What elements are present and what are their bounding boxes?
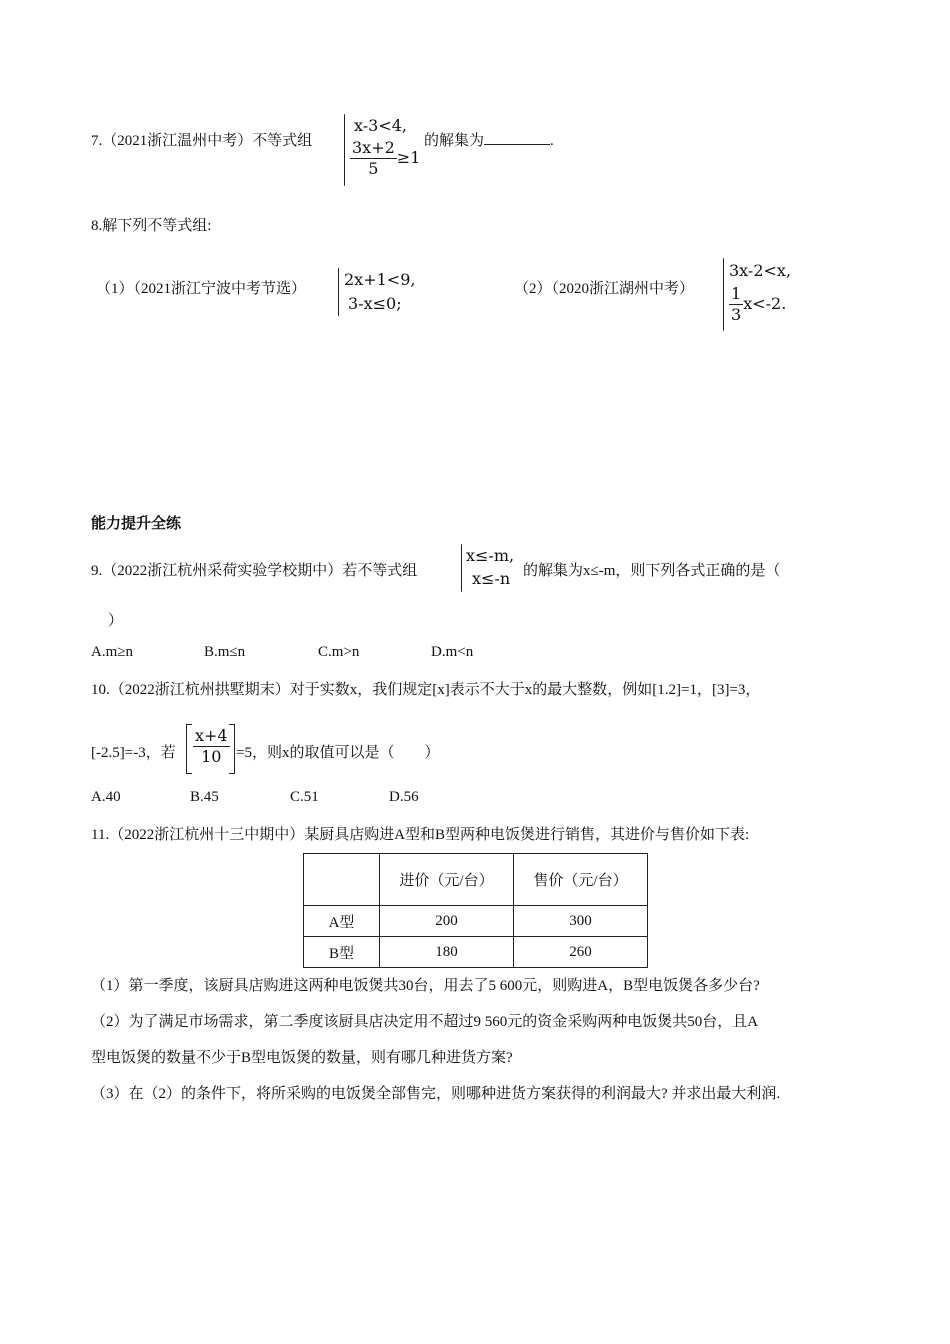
q10-numerator: x+4 [195, 726, 228, 745]
q9-label: 9.（2022浙江杭州采荷实验学校期中）若不等式组 [91, 563, 418, 579]
table-cell: A型 [304, 906, 380, 937]
q9-suffix: 的解集为x≤-m，则下列各式正确的是（ [523, 563, 781, 579]
q9-option-c[interactable]: C.m>n [318, 644, 360, 660]
table-header-cell: 售价（元/台） [514, 854, 648, 906]
q7-label: 7.（2021浙江温州中考）不等式组 [91, 133, 313, 149]
q10-denominator: 10 [193, 746, 230, 767]
table-header-cell [304, 854, 380, 906]
q8-part1-label: （1）（2021浙江宁波中考节选） [96, 281, 307, 297]
q7-end: . [550, 133, 554, 149]
q10-option-c[interactable]: C.51 [290, 789, 319, 805]
q8-title: 8.解下列不等式组: [91, 218, 212, 234]
q7-fraction [350, 138, 397, 179]
q7-suffix-text: 的解集为 [424, 133, 485, 149]
table-row [304, 906, 648, 937]
q8-part2-denominator: 3 [731, 305, 742, 324]
q10-line2-prefix: [-2.5]=-3，若 [91, 745, 176, 761]
q10-option-d[interactable]: D.56 [389, 789, 419, 805]
q10-line1: 10.（2022浙江杭州拱墅期末）对于实数x，我们规定[x]表示不大于x的最大整数，例如[1.2]=1，[3]=3， [91, 682, 761, 698]
q8-part2-numerator: 1 [731, 284, 742, 303]
q7-line1: x-3<4, [354, 116, 407, 135]
section-title: 能力提升全练 [91, 514, 182, 532]
table-cell: 200 [380, 906, 514, 937]
q11-part3: （3）在（2）的条件下，将所采购的电饭煲全部售完，则哪种进货方案获得的利润最大? 并求出最大利润. [91, 1086, 781, 1102]
table-cell: B型 [304, 937, 380, 968]
price-table [303, 853, 648, 968]
q8-part2-fraction [729, 284, 743, 325]
q11-intro: 11.（2022浙江杭州十三中期中）某厨具店购进A型和B型两种电饭煲进行销售，其进价与售价如下表: [91, 827, 750, 843]
table-row [304, 937, 648, 968]
q8-part1-line1: 2x+1<9, [344, 270, 416, 289]
q8-part1-line2: 3-x≤0; [348, 294, 402, 313]
q7-answer-blank[interactable] [484, 130, 550, 145]
table-cell: 300 [514, 906, 648, 937]
q10-floor-left-bracket [186, 724, 192, 774]
q8-part2-line2 [729, 284, 786, 325]
q10-option-b[interactable]: B.45 [190, 789, 219, 805]
q9-option-a[interactable]: A.m≥n [91, 644, 133, 660]
q8-part2-line1: 3x-2<x, [729, 261, 792, 280]
q7-denominator: 5 [350, 158, 397, 179]
q7-relation: ≥1 [396, 148, 421, 167]
q8-part1-brace [338, 268, 339, 316]
table-cell: 260 [514, 937, 648, 968]
q7-brace [344, 114, 345, 186]
q11-part2-line1: （2）为了满足市场需求，第二季度该厨具店决定用不超过9 560元的资金采购两种电饭煲共50台，且A [91, 1014, 759, 1030]
q9-option-b[interactable]: B.m≤n [204, 644, 246, 660]
q9-brace [461, 544, 462, 592]
table-header-cell: 进价（元/台） [380, 854, 514, 906]
q8-part2-rest: x<-2. [743, 294, 787, 313]
q8-part2-brace [723, 258, 724, 331]
q11-part1: （1）第一季度，该厨具店购进这两种电饭煲共30台，用去了5 600元，则购进A，B型电饭煲各多少台? [91, 978, 760, 994]
q11-part2-line2: 型电饭煲的数量不少于B型电饭煲的数量，则有哪几种进货方案? [91, 1050, 513, 1066]
q10-line2-suffix: =5，则x的取值可以是（ ） [236, 745, 440, 761]
table-header-row [304, 854, 648, 906]
q9-close-paren: ） [108, 613, 124, 629]
q7-line2 [350, 138, 420, 179]
q10-fraction [193, 726, 230, 767]
q10-floor-right-bracket [229, 724, 235, 774]
q9-line1: x≤-m, [466, 546, 515, 565]
q10-option-a[interactable]: A.40 [91, 789, 121, 805]
q9-option-d[interactable]: D.m<n [431, 644, 474, 660]
q9-line2: x≤-n [472, 569, 511, 588]
q7-suffix [424, 129, 554, 150]
q10-fraction-inner [193, 726, 230, 767]
q8-part2-label: （2）（2020浙江湖州中考） [514, 281, 695, 297]
table-cell: 180 [380, 937, 514, 968]
q7-numerator: 3x+2 [352, 138, 395, 157]
